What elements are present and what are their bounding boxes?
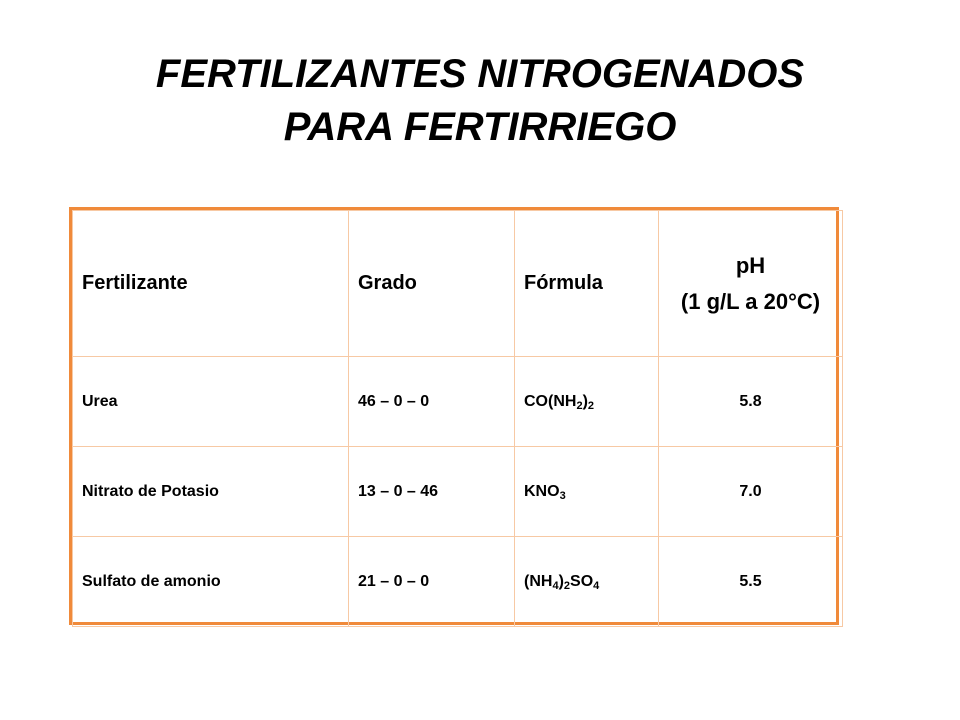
- header-ph: [659, 211, 843, 357]
- header-fertilizante: Fertilizante: [73, 211, 349, 357]
- cell-fertilizante: Sulfato de amonio: [73, 537, 349, 627]
- slide-title-line-1: FERTILIZANTES NITROGENADOS: [155, 52, 805, 96]
- cell-formula: [515, 357, 659, 447]
- formula-text: CO(NH: [524, 392, 577, 410]
- header-formula: Fórmula: [515, 211, 659, 357]
- cell-grado: 21 – 0 – 0: [349, 537, 515, 627]
- slide-title-line-2: PARA FERTIRRIEGO: [283, 105, 677, 149]
- formula-text: KNO: [524, 482, 560, 500]
- cell-formula: [515, 447, 659, 537]
- cell-ph: 5.8: [659, 357, 843, 447]
- formula-subscript: 2: [576, 399, 583, 412]
- formula-subscript: 2: [587, 399, 595, 412]
- cell-grado: 46 – 0 – 0: [349, 357, 515, 447]
- header-ph-label: pH: [735, 252, 766, 278]
- formula-subscript: 2: [563, 579, 571, 592]
- fertilizer-table: [72, 210, 843, 627]
- formula-subscript: 4: [552, 579, 559, 592]
- table-row: [73, 537, 843, 627]
- table-header-row: [73, 211, 843, 357]
- cell-fertilizante: Urea: [73, 357, 349, 447]
- table-row: [73, 447, 843, 537]
- cell-grado: 13 – 0 – 46: [349, 447, 515, 537]
- cell-fertilizante: Nitrato de Potasio: [73, 447, 349, 537]
- formula-subscript: 4: [593, 579, 600, 592]
- header-ph-condition: (1 g/L a 20°C): [680, 288, 821, 314]
- slide-title: [0, 48, 960, 154]
- formula-text: SO: [570, 572, 594, 590]
- formula-text: ): [558, 572, 564, 590]
- fertilizer-table-frame: [69, 207, 839, 625]
- formula-subscript: 3: [559, 489, 566, 502]
- table-row: [73, 357, 843, 447]
- cell-ph: 5.5: [659, 537, 843, 627]
- cell-formula: [515, 537, 659, 627]
- formula-text: (NH: [524, 572, 553, 590]
- cell-ph: 7.0: [659, 447, 843, 537]
- header-grado: Grado: [349, 211, 515, 357]
- formula-text: ): [582, 392, 588, 410]
